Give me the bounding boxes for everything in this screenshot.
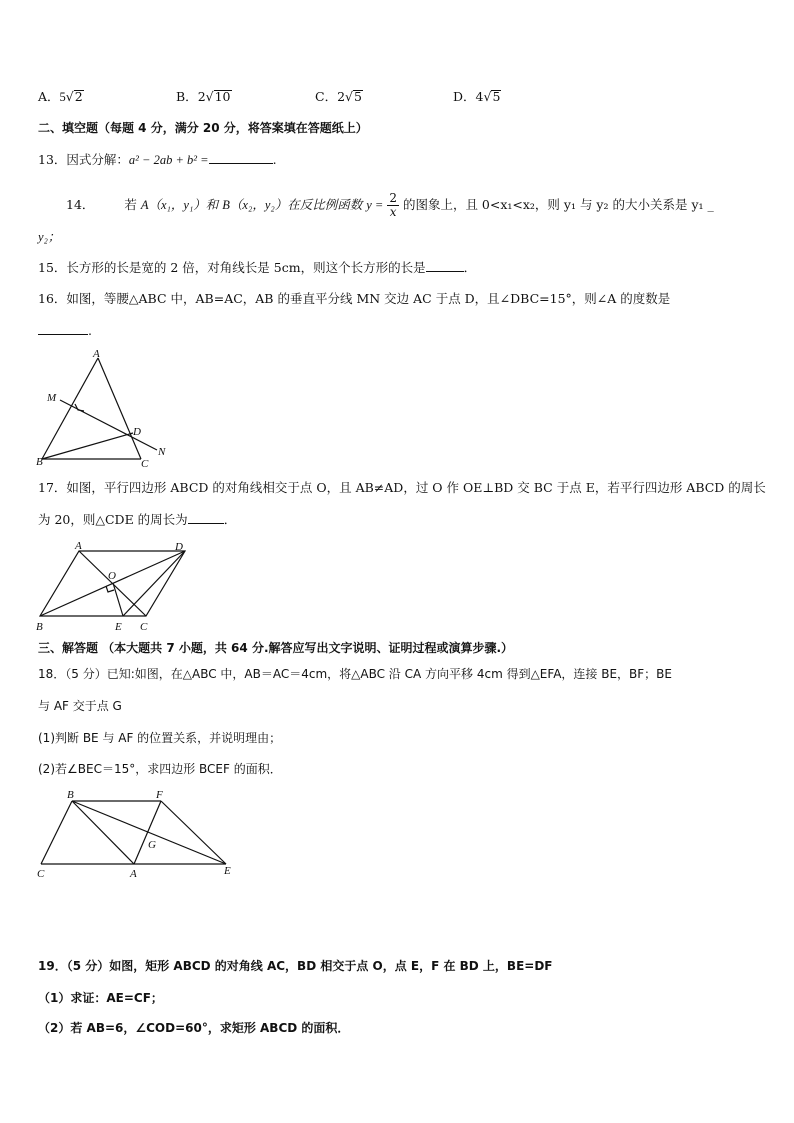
- question-13: [38, 151, 277, 169]
- q17-parallelogram-figure: [30, 536, 200, 636]
- q17-answer-blank: [188, 511, 224, 524]
- segment-ed: [123, 551, 185, 616]
- q17-label-d: D: [175, 541, 183, 553]
- q16-line-2: [38, 322, 92, 340]
- q14-fraction-numerator: 2: [389, 191, 397, 205]
- q18-label-e: E: [224, 865, 231, 877]
- q17-suffix: ．: [223, 512, 237, 527]
- q14-number: 14．: [66, 197, 95, 212]
- option-d-radicand: 5: [492, 89, 501, 104]
- q18-label-b: B: [67, 789, 74, 801]
- q18-label-c: C: [37, 868, 45, 880]
- right-angle-marker: [106, 586, 114, 592]
- option-a: A．5√2: [38, 89, 83, 104]
- q17-label-a: A: [75, 540, 82, 552]
- question-19-line-1: 19．（5 分）如图，矩形 ABCD 的对角线 AC，BD 相交于点 O，点 E，F 在 BD 上，BE=DF: [38, 959, 553, 973]
- q17-label-o: O: [108, 570, 116, 582]
- q19-part-2: （2）若 AB=6，∠COD=60°，求矩形 ABCD 的面积．: [38, 1021, 350, 1035]
- q16-label-b: B: [36, 456, 43, 468]
- q16-answer-blank: [38, 322, 88, 335]
- question-18-line-2: 与 AF 交于点 G: [38, 699, 122, 713]
- option-a-label: A．: [38, 89, 60, 104]
- option-c: C．2√5: [315, 89, 362, 104]
- question-15: [38, 259, 476, 277]
- q14-text-2: 的图象上，且 0<x₁<x₂，则 y₁ 与 y₂ 的大小关系是 y₁ _: [402, 197, 714, 212]
- question-17-line-2: [38, 511, 236, 529]
- segment-ba: [72, 801, 134, 864]
- segment-fe: [161, 801, 226, 864]
- segment-be: [72, 801, 226, 864]
- option-b-label: B．: [176, 89, 198, 104]
- q15-answer-blank: [426, 259, 464, 272]
- option-c-label: C．: [315, 89, 338, 104]
- q18-label-a: A: [130, 868, 137, 880]
- option-a-coef: 5: [59, 90, 66, 104]
- q18-translation-figure: [30, 786, 245, 881]
- question-18-line-1: 18．（5 分）已知:如图，在△ABC 中，AB＝AC＝4cm，将△ABC 沿 CA 方向平移 4cm 得到△EFA，连接 BE，BF；BE: [38, 667, 672, 681]
- right-angle-marker: [75, 404, 84, 411]
- q16-label-m: M: [47, 392, 57, 404]
- option-d: D．4√5: [453, 89, 501, 104]
- q16-label-n: N: [158, 446, 166, 458]
- q14-text-1: 若: [124, 197, 137, 212]
- q14-fraction: [387, 192, 399, 219]
- q13-prefix: 13．因式分解：: [38, 152, 129, 167]
- q17-label-c: C: [140, 621, 148, 633]
- q15-text: 15．长方形的长是宽的 2 倍，对角线长是 5cm，则这个长方形的长是: [38, 260, 426, 275]
- segment-ac: [98, 358, 141, 459]
- option-c-coef: 2: [337, 89, 346, 104]
- question-14: [66, 192, 714, 219]
- q17-text-2: 为 20，则△CDE 的周长为: [38, 512, 188, 527]
- option-a-radicand: 2: [74, 89, 83, 104]
- q14-function-lhs: y =: [366, 198, 384, 212]
- section-3-title: 三、解答题 （本大题共 7 小题，共 64 分.解答应写出文字说明、证明过程或演算步骤.）: [38, 641, 514, 655]
- q16-label-c: C: [141, 458, 149, 470]
- q18-label-g: G: [148, 839, 156, 851]
- q18-part-2: (2)若∠BEC＝15°，求四边形 BCEF 的面积．: [38, 762, 282, 776]
- q14-line-2: y₂；: [38, 230, 61, 244]
- q13-expression: a² − 2ab + b² =: [128, 153, 209, 167]
- line-mn: [60, 400, 157, 450]
- q18-label-f: F: [156, 789, 163, 801]
- option-d-coef: 4: [475, 89, 484, 104]
- segment-ab: [42, 358, 98, 459]
- segment-bd: [42, 433, 133, 459]
- option-b: B．2√10: [176, 89, 231, 104]
- q14-fraction-denominator: x: [389, 205, 397, 219]
- question-16: 16．如图，等腰△ABC 中，AB=AC，AB 的垂直平分线 MN 交边 AC 于点 D，且∠DBC=15°，则∠A 的度数是: [38, 291, 671, 306]
- q15-suffix: ．: [463, 260, 477, 275]
- segment-bc: [41, 801, 72, 864]
- q19-part-1: （1）求证：AE=CF；: [38, 991, 163, 1005]
- q16-label-d: D: [133, 426, 141, 438]
- option-d-label: D．: [453, 89, 476, 104]
- option-b-radicand: 10: [214, 89, 231, 104]
- option-b-coef: 2: [197, 89, 206, 104]
- q14-point-a: A（x₁，y₁）和: [140, 198, 219, 212]
- q16-label-a: A: [93, 348, 100, 360]
- section-2-title: 二、填空题（每题 4 分，满分 20 分，将答案填在答题纸上）: [38, 121, 368, 135]
- q16-triangle-figure: [30, 345, 180, 470]
- question-17-line-1: 17．如图，平行四边形 ABCD 的对角线相交于点 O，且 AB≠AD，过 O 作 OE⊥BD 交 BC 于点 E，若平行四边形 ABCD 的周长: [38, 480, 766, 495]
- q18-part-1: (1)判断 BE 与 AF 的位置关系，并说明理由；: [38, 731, 282, 745]
- diagonal-bd: [40, 551, 185, 616]
- q17-label-e: E: [115, 621, 122, 633]
- q14-point-b: B（x₂，y₂）在反比例函数: [222, 198, 363, 212]
- q13-suffix: .: [272, 152, 277, 167]
- segment-oe: [113, 583, 123, 616]
- option-c-radicand: 5: [354, 89, 362, 104]
- q17-label-b: B: [36, 621, 43, 633]
- q13-answer-blank: [209, 151, 273, 164]
- q16-suffix: .: [88, 323, 92, 338]
